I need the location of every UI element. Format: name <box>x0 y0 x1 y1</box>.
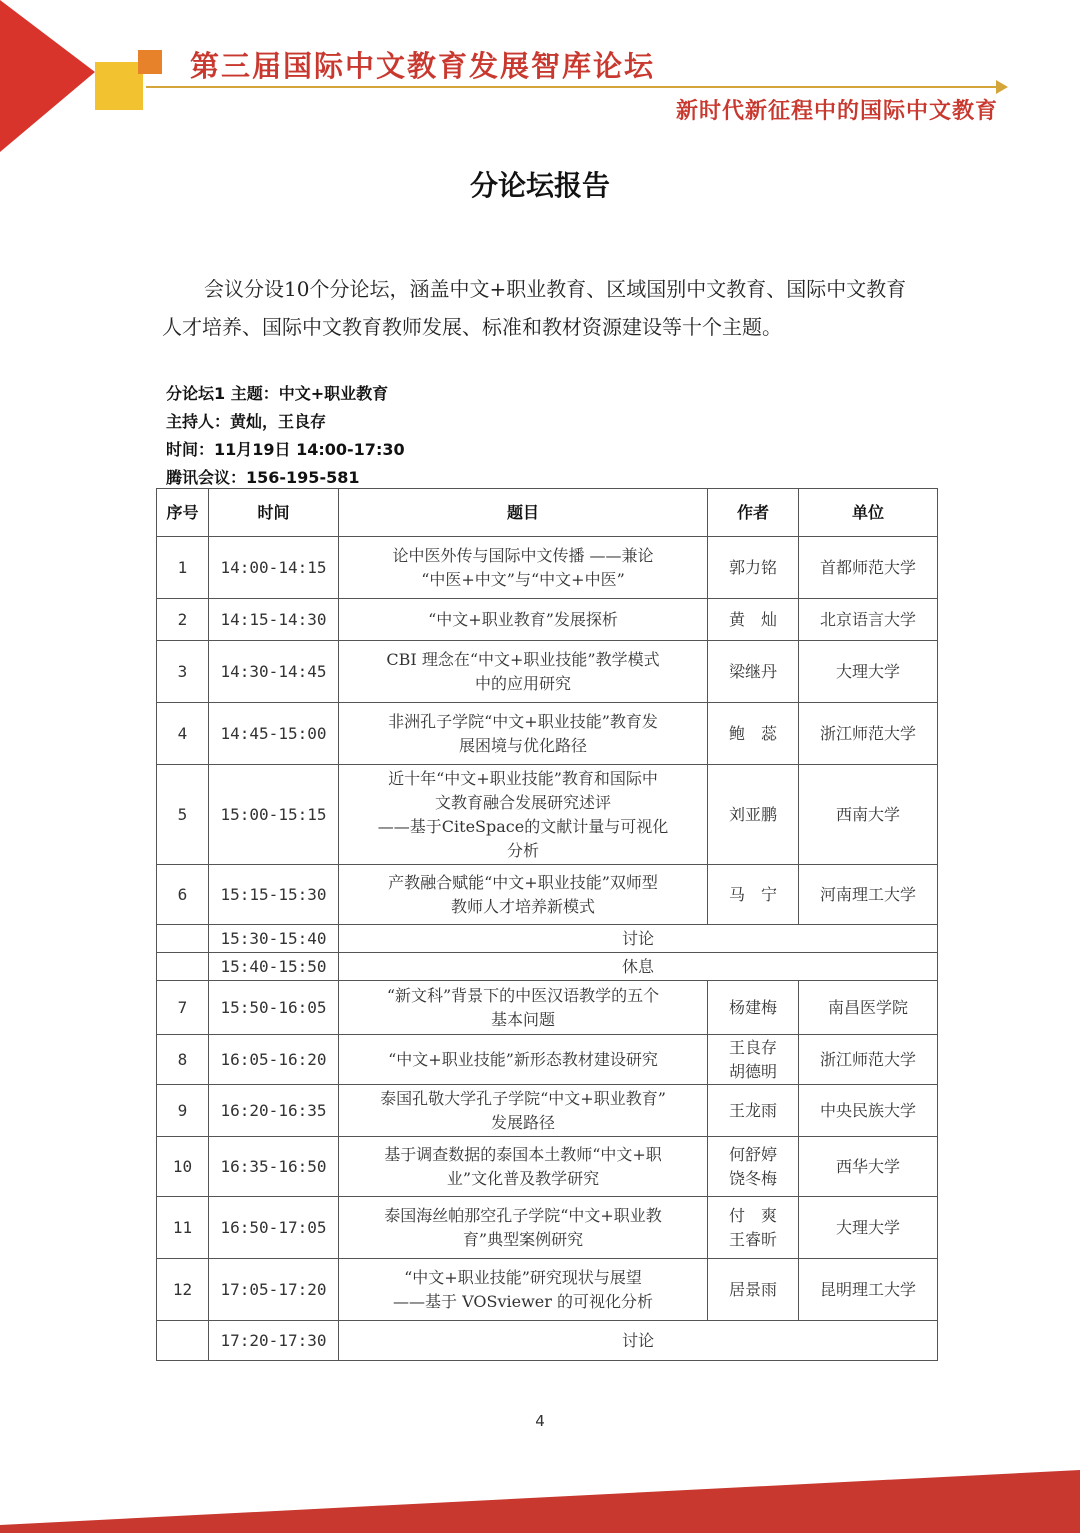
author-name: 何舒婷 <box>728 1144 777 1164</box>
forum-meeting-id: 腾讯会议：156-195-581 <box>166 468 360 487</box>
cell-time: 15:15-15:30 <box>209 865 339 925</box>
cell-no: 4 <box>157 703 209 765</box>
cell-activity: 讨论 <box>339 925 938 953</box>
cell-title <box>339 765 708 865</box>
cell-activity: 休息 <box>339 953 938 981</box>
cell-time: 16:35-16:50 <box>209 1137 339 1197</box>
yellow-square-decoration <box>95 62 143 110</box>
cell-no: 2 <box>157 599 209 641</box>
table-row <box>157 765 938 865</box>
cell-no: 9 <box>157 1085 209 1137</box>
table-header-row <box>157 489 938 537</box>
cell-time: 15:40-15:50 <box>209 953 339 981</box>
cell-no: 5 <box>157 765 209 865</box>
forum-topic: 分论坛1 主题：中文+职业教育 <box>166 384 389 403</box>
table-row <box>157 925 938 953</box>
table-row <box>157 1035 938 1085</box>
cell-activity: 讨论 <box>339 1321 938 1361</box>
title-line: “中文+职业技能”研究现状与展望 <box>404 1267 642 1287</box>
table-row <box>157 537 938 599</box>
title-line: 分析 <box>506 840 539 860</box>
author-name: 鲍 蕊 <box>728 723 777 743</box>
cell-time: 15:50-16:05 <box>209 981 339 1035</box>
table-row <box>157 1137 938 1197</box>
cell-title <box>339 641 708 703</box>
header-title: 题目 <box>339 489 708 537</box>
cell-time: 14:15-14:30 <box>209 599 339 641</box>
table-row <box>157 1085 938 1137</box>
cell-time: 16:05-16:20 <box>209 1035 339 1085</box>
cell-no: 7 <box>157 981 209 1035</box>
header-author: 作者 <box>708 489 799 537</box>
schedule-table <box>156 488 938 1361</box>
cell-no: 11 <box>157 1197 209 1259</box>
author-name: 刘亚鹏 <box>728 804 777 824</box>
author-name: 王良存 <box>728 1037 777 1057</box>
header-divider <box>146 86 996 88</box>
cell-time: 14:30-14:45 <box>209 641 339 703</box>
author-name: 饶冬梅 <box>728 1168 777 1188</box>
cell-unit: 北京语言大学 <box>799 599 938 641</box>
cell-unit: 昆明理工大学 <box>799 1259 938 1321</box>
cell-time: 16:50-17:05 <box>209 1197 339 1259</box>
title-line: 育”典型案例研究 <box>462 1229 584 1249</box>
title-line: CBI 理念在“中文+职业技能”教学模式 <box>386 649 660 669</box>
header-unit: 单位 <box>799 489 938 537</box>
title-line: 泰国孔敬大学孔子学院“中文+职业教育” <box>380 1088 666 1108</box>
cell-no: 12 <box>157 1259 209 1321</box>
cell-unit: 浙江师范大学 <box>799 1035 938 1085</box>
cell-title <box>339 1035 708 1085</box>
page-title: 分论坛报告 <box>469 169 610 202</box>
cell-author <box>708 599 799 641</box>
cell-title <box>339 1197 708 1259</box>
header-arrow-decoration <box>996 80 1008 94</box>
cell-unit: 浙江师范大学 <box>799 703 938 765</box>
cell-no: 3 <box>157 641 209 703</box>
header-no: 序号 <box>157 489 209 537</box>
cell-time: 15:00-15:15 <box>209 765 339 865</box>
cell-no: 1 <box>157 537 209 599</box>
title-line: 泰国海丝帕那空孔子学院“中文+职业教 <box>384 1205 662 1225</box>
cell-author <box>708 1259 799 1321</box>
cell-time: 17:05-17:20 <box>209 1259 339 1321</box>
cell-time: 15:30-15:40 <box>209 925 339 953</box>
cell-title <box>339 1085 708 1137</box>
title-line: “中医+中文”与“中文+中医” <box>421 569 625 589</box>
cell-unit: 南昌医学院 <box>799 981 938 1035</box>
cell-unit: 西南大学 <box>799 765 938 865</box>
table-row <box>157 865 938 925</box>
bottom-red-band <box>0 1440 1080 1533</box>
header-time: 时间 <box>209 489 339 537</box>
cell-time: 14:00-14:15 <box>209 537 339 599</box>
author-name: 马 宁 <box>728 884 777 904</box>
table-row <box>157 1259 938 1321</box>
title-line: “中文+职业技能”新形态教材建设研究 <box>388 1049 658 1069</box>
table-row <box>157 703 938 765</box>
title-line: 论中医外传与国际中文传播 ——兼论 <box>392 545 654 565</box>
cell-unit: 大理大学 <box>799 641 938 703</box>
author-name: 王睿昕 <box>728 1229 777 1249</box>
title-line: ——基于 VOSviewer 的可视化分析 <box>393 1291 653 1311</box>
cell-time: 16:20-16:35 <box>209 1085 339 1137</box>
forum-time: 时间：11月19日 14:00-17:30 <box>166 440 405 459</box>
author-name: 王龙雨 <box>728 1100 777 1120</box>
table-row <box>157 599 938 641</box>
cell-no <box>157 1321 209 1361</box>
cell-author <box>708 765 799 865</box>
cell-unit: 首都师范大学 <box>799 537 938 599</box>
cell-author <box>708 981 799 1035</box>
title-line: 非洲孔子学院“中文+职业技能”教育发 <box>388 711 658 731</box>
cell-title <box>339 599 708 641</box>
table-row <box>157 953 938 981</box>
title-line: 产教融合赋能“中文+职业技能”双师型 <box>388 872 658 892</box>
cell-author <box>708 703 799 765</box>
title-line: “新文科”背景下的中医汉语教学的五个 <box>386 985 660 1005</box>
cell-author <box>708 1085 799 1137</box>
cell-no: 10 <box>157 1137 209 1197</box>
cell-unit: 河南理工大学 <box>799 865 938 925</box>
cell-title <box>339 1259 708 1321</box>
title-line: 展困境与优化路径 <box>458 735 587 755</box>
cell-title <box>339 703 708 765</box>
cell-unit: 大理大学 <box>799 1197 938 1259</box>
author-name: 居景雨 <box>728 1279 777 1299</box>
forum-title: 第三届国际中文教育发展智库论坛 <box>190 49 656 83</box>
table-row <box>157 1197 938 1259</box>
cell-author <box>708 641 799 703</box>
cell-author <box>708 1197 799 1259</box>
title-line: “中文+职业教育”发展探析 <box>428 609 618 629</box>
cell-title <box>339 537 708 599</box>
cell-time: 14:45-15:00 <box>209 703 339 765</box>
cell-unit: 西华大学 <box>799 1137 938 1197</box>
corner-triangle-decoration <box>0 0 100 155</box>
cell-no: 8 <box>157 1035 209 1085</box>
orange-square-decoration <box>138 50 162 74</box>
author-name: 黄 灿 <box>728 609 777 629</box>
cell-no <box>157 953 209 981</box>
title-line: ——基于CiteSpace的文献计量与可视化 <box>377 816 669 836</box>
title-line: 业”文化普及教学研究 <box>446 1168 600 1188</box>
cell-time: 17:20-17:30 <box>209 1321 339 1361</box>
title-line: 文教育融合发展研究述评 <box>434 792 611 812</box>
forum-meta <box>166 380 405 492</box>
cell-title <box>339 981 708 1035</box>
title-line: 发展路径 <box>490 1112 555 1132</box>
cell-title <box>339 1137 708 1197</box>
cell-title <box>339 865 708 925</box>
cell-author <box>708 865 799 925</box>
forum-subtitle: 新时代新征程中的国际中文教育 <box>675 98 998 124</box>
author-name: 胡德明 <box>728 1061 777 1081</box>
table-row <box>157 1321 938 1361</box>
author-name: 杨建梅 <box>728 997 777 1017</box>
intro-paragraph: 会议分设10个分论坛，涵盖中文+职业教育、区域国别中文教育、国际中文教育人才培养、国际中文教育教师发展、标准和教材资源建设等十个主题。 <box>162 277 907 339</box>
title-line: 教师人才培养新模式 <box>450 896 595 916</box>
cell-author <box>708 1035 799 1085</box>
page-number: 4 <box>535 1412 545 1430</box>
title-line: 近十年“中文+职业技能”教育和国际中 <box>388 768 658 788</box>
cell-no <box>157 925 209 953</box>
cell-no: 6 <box>157 865 209 925</box>
table-row <box>157 981 938 1035</box>
author-name: 郭力铭 <box>728 557 777 577</box>
author-name: 梁继丹 <box>728 661 777 681</box>
cell-author <box>708 537 799 599</box>
table-row <box>157 641 938 703</box>
title-line: 基本问题 <box>490 1009 555 1029</box>
title-line: 基于调查数据的泰国本土教师“中文+职 <box>384 1144 662 1164</box>
cell-author <box>708 1137 799 1197</box>
title-line: 中的应用研究 <box>474 673 571 693</box>
author-name: 付 爽 <box>728 1205 777 1225</box>
forum-hosts: 主持人：黄灿，王良存 <box>166 412 327 431</box>
cell-unit: 中央民族大学 <box>799 1085 938 1137</box>
